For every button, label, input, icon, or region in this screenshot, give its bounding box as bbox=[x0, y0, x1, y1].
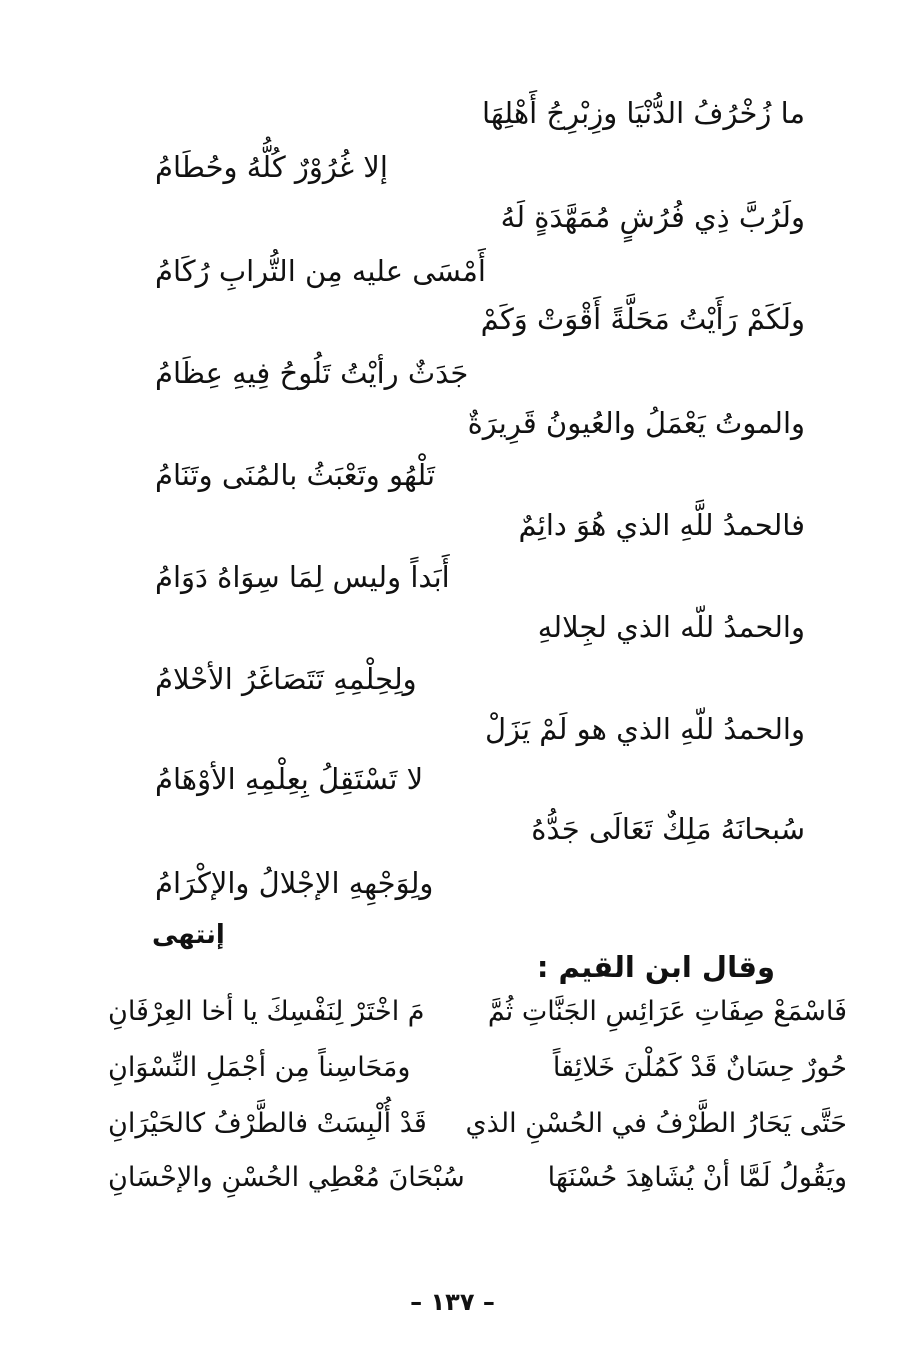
poem-verse-line: والحمدُ للّه الذي لجِلالهِ bbox=[537, 610, 805, 644]
poem-verse-right-hemistich: ويَقُولُ لَمَّا أنْ يُشَاهِدَ حُسْنَهَا bbox=[547, 1162, 847, 1193]
poem-verse-left-hemistich: سُبْحَانَ مُعْطِي الحُسْنِ والإحْسَانِ bbox=[108, 1162, 465, 1193]
poem-verse-line: أَمْسَى عليه مِن التُّرابِ رُكَامُ bbox=[155, 254, 486, 288]
poem-verse-line: ولَرُبَّ ذِي فُرُشٍ مُمَهَّدَةٍ لَهُ bbox=[500, 200, 805, 234]
poem-verse-line: سُبحانَهُ مَلِكٌ تَعَالَى جَدُّهُ bbox=[531, 812, 805, 846]
poem-verse-left-hemistich: ومَحَاسِناً مِن أجْمَلِ النِّسْوَانِ bbox=[108, 1052, 411, 1083]
poem-verse-right-hemistich: فَاسْمَعْ صِفَاتِ عَرَائِسِ الجَنَّاتِ ثُمَّ bbox=[487, 996, 847, 1027]
poem-verse-line: والموتُ يَعْمَلُ والعُيونُ قَرِيرَةٌ bbox=[467, 406, 805, 440]
poem-verse-line: تَلْهُو وتَعْبَثُ بالمُنَى وتَنَامُ bbox=[155, 458, 436, 492]
poem-verse-right-hemistich: حَتَّى يَحَارُ الطَّرْفُ في الحُسْنِ الذي bbox=[465, 1108, 847, 1139]
poem-verse-line: أَبَداً وليس لِمَا سِوَاهُ دَوَامُ bbox=[155, 560, 450, 594]
poem-verse-line: ولَكَمْ رَأَيْتُ مَحَلَّةً أَقْوَتْ وَكَمْ bbox=[480, 302, 805, 336]
poem-verse-line: ولِحِلْمِهِ تَتَصَاغَرُ الأحْلامُ bbox=[155, 662, 417, 696]
poem-verse-line: جَدَثٌ رأيْتُ تَلُوحُ فِيهِ عِظَامُ bbox=[155, 356, 469, 390]
poem-verse-line: ما زُخْرُفُ الدُّنْيَا وزِبْرِجُ أَهْلِهَا bbox=[482, 96, 805, 130]
poem-verse-line: لا تَسْتَقِلُ بِعِلْمِهِ الأوْهَامُ bbox=[155, 762, 424, 796]
poem-verse-left-hemistich: قَدْ أُلْبِسَتْ فالطَّرْفُ كالحَيْرَانِ bbox=[108, 1108, 427, 1139]
page-number: – ١٣٧ – bbox=[410, 1288, 495, 1316]
poem-verse-left-hemistich: مَ اخْتَرْ لِنَفْسِكَ يا أخا العِرْفَانِ bbox=[108, 996, 425, 1027]
poem-verse-line: إلا غُرُوْرٌ كُلُّهُ وحُطَامُ bbox=[155, 150, 388, 184]
poem-verse-line: ولِوَجْهِهِ الإجْلالُ والإكْرَامُ bbox=[155, 866, 434, 900]
poem-intro-heading: وقال ابن القيم : bbox=[536, 950, 775, 984]
poem-verse-right-hemistich: حُورٌ حِسَانٌ قَدْ كَمُلْنَ خَلائِقاً bbox=[552, 1052, 847, 1083]
ending-word: إنتهى bbox=[152, 920, 225, 950]
poem-verse-line: والحمدُ للّهِ الذي هو لَمْ يَزَلْ bbox=[484, 712, 805, 746]
poem-verse-line: فالحمدُ للَّهِ الذي هُوَ دائِمٌ bbox=[518, 508, 805, 542]
